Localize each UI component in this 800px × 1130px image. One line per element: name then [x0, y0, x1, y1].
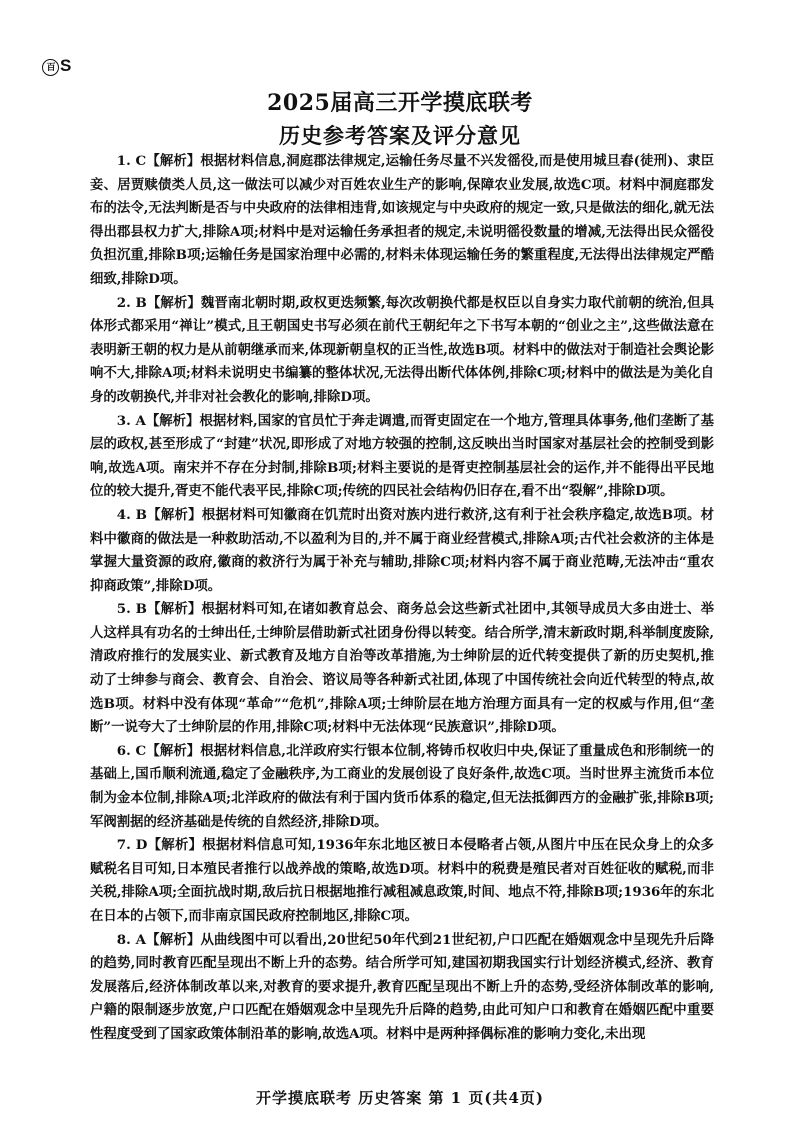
answer-item-7: 7. D【解析】根据材料信息可知,1936年东北地区被日本侵略者占领,从图片中压在民众身上的众多赋税名目可知,日本殖民者推行以战养战的策略,故选D项。材料中的税费是殖民者对百姓征收的赋税,而非关税,排除A项;全面抗战时期,敌后抗日根据地推行减租减息政策,时间、地点不符,排除B项;1936年的东北在日本的占领下,而非南京国民政府控制地区,排除C项。	[90, 837, 714, 924]
logo-text: S	[60, 56, 71, 75]
answer-item-4: 4. B【解析】根据材料可知徽商在饥荒时出资对族内进行救济,这有利于社会秩序稳定,故选B项。材料中徽商的做法是一种救助活动,不以盈利为目的,并不属于商业经营模式,排除A项;古代社会救济的主体是掌握大量资源的政府,徽商的救济行为属于补充与辅助,排除C项;材料内容不属于商业范畴,无法冲击“重农抑商政策”,排除D项。	[90, 506, 714, 594]
answer-key-title: 历史参考答案及评分意见	[279, 123, 521, 148]
answer-item-1: 1. C【解析】根据材料信息,洞庭郡法律规定,运输任务尽量不兴发徭役,而是使用城旦舂(徒刑)、隶臣妾、居贾赎债类人员,这一做法可以减少对百姓农业生产的影响,保障农业发展,故选C项。材料中洞庭郡发布的法令,无法判断是否与中央政府的法律相违背,如该规定与中央政府的规定一致,只是做法的细化,就无法得出郡县权力扩大,排除A项;材料中是对运输任务承担者的规定,未说明徭役数量的增减,无法得出民众徭役负担沉重,排除B项;运输任务是国家治理中必需的,材料未体现运输任务的繁重程度,无法得出法律规定严酷细致,排除D项。	[90, 153, 714, 287]
logo-mark-icon: 百	[42, 59, 59, 76]
answer-item-3: 3. A【解析】根据材料,国家的官员忙于奔走调遣,而胥吏固定在一个地方,管理具体事务,他们垄断了基层的政权,甚至形成了“封建”状况,即形成了对地方较强的控制,这反映出当时国家对基层社会的控制受到影响,故选A项。南宋并不存在分封制,排除B项;材料主要说的是胥吏控制基层社会的运作,并不能得出平民地位的较大提升,胥吏不能代表平民,排除C项;传统的四民社会结构仍旧存在,看不出“裂解”,排除D项。	[90, 412, 714, 500]
answer-item-2: 2. B【解析】魏晋南北朝时期,政权更迭频繁,每次改朝换代都是权臣以自身实力取代前朝的统治,但具体形式都采用“禅让”模式,且王朝国史书写必须在前代王朝纪年之下书写本朝的“创业之主”,这些做法意在表明新王朝的权力是从前朝继承而来,体现新朝皇权的正当性,故选B项。材料中的做法对于制造社会舆论影响不大,排除A项;材料未说明史书编纂的整体状况,无法得出断代体体例,排除C项;材料中的做法是为美化自身的改朝换代,并非对社会教化的影响,排除D项。	[90, 294, 714, 405]
answer-item-8: 8. A【解析】从曲线图中可以看出,20世纪50年代到21世纪初,户口匹配在婚姻观念中呈现先升后降的趋势,同时教育匹配呈现出不断上升的态势。结合所学可知,建国初期我国实行计划经济模式,经济、教育发展落后,经济体制改革以来,对教育的要求提升,教育匹配呈现出不断上升的态势,受经济体制改革的影响,户籍的限制逐步放宽,户口匹配在婚姻观念中呈现先升后降的趋势,由此可知户口和教育在婚姻匹配中重要性程度受到了国家政策体制沿革的影响,故选A项。材料中是两种择偶标准的影响力变化,未出现	[90, 931, 714, 1042]
page-footer: 开学摸底联考 历史答案 第 1 页(共4页)	[256, 1089, 544, 1107]
exam-title: 2025届高三开学摸底联考	[267, 90, 533, 116]
answer-list	[90, 150, 714, 1047]
publisher-logo	[42, 56, 70, 76]
answer-item-6: 6. C【解析】根据材料信息,北洋政府实行银本位制,将铸币权收归中央,保证了重量成色和形制统一的基础上,国币顺利流通,稳定了金融秩序,为工商业的发展创设了良好条件,故选C项。当时世界主流货币本位制为金本位制,排除A项;北洋政府的做法有利于国内货币体系的稳定,但无法抵御西方的金融扩张,排除B项;军阀割据的经济基础是传统的自然经济,排除D项。	[90, 742, 714, 830]
answer-item-5: 5. B【解析】根据材料可知,在诸如教育总会、商务总会这些新式社团中,其领导成员大多由进士、举人这样具有功名的士绅出任,士绅阶层借助新式社团身份得以转变。结合所学,清末新政时期,科举制度废除,清政府推行的发展实业、新式教育及地方自治等改革措施,为士绅阶层的近代转变提供了新的历史契机,推动了士绅参与商会、教育会、自治会、谘议局等各种新式社团,体现了中国传统社会向近代转型的特点,故选B项。材料中没有体现“革命”“危机”,排除A项;士绅阶层在地方治理方面具有一定的权威与作用,但“垄断”一说夸大了士绅阶层的作用,排除C项;材料中无法体现“民族意识”,排除D项。	[90, 601, 714, 736]
